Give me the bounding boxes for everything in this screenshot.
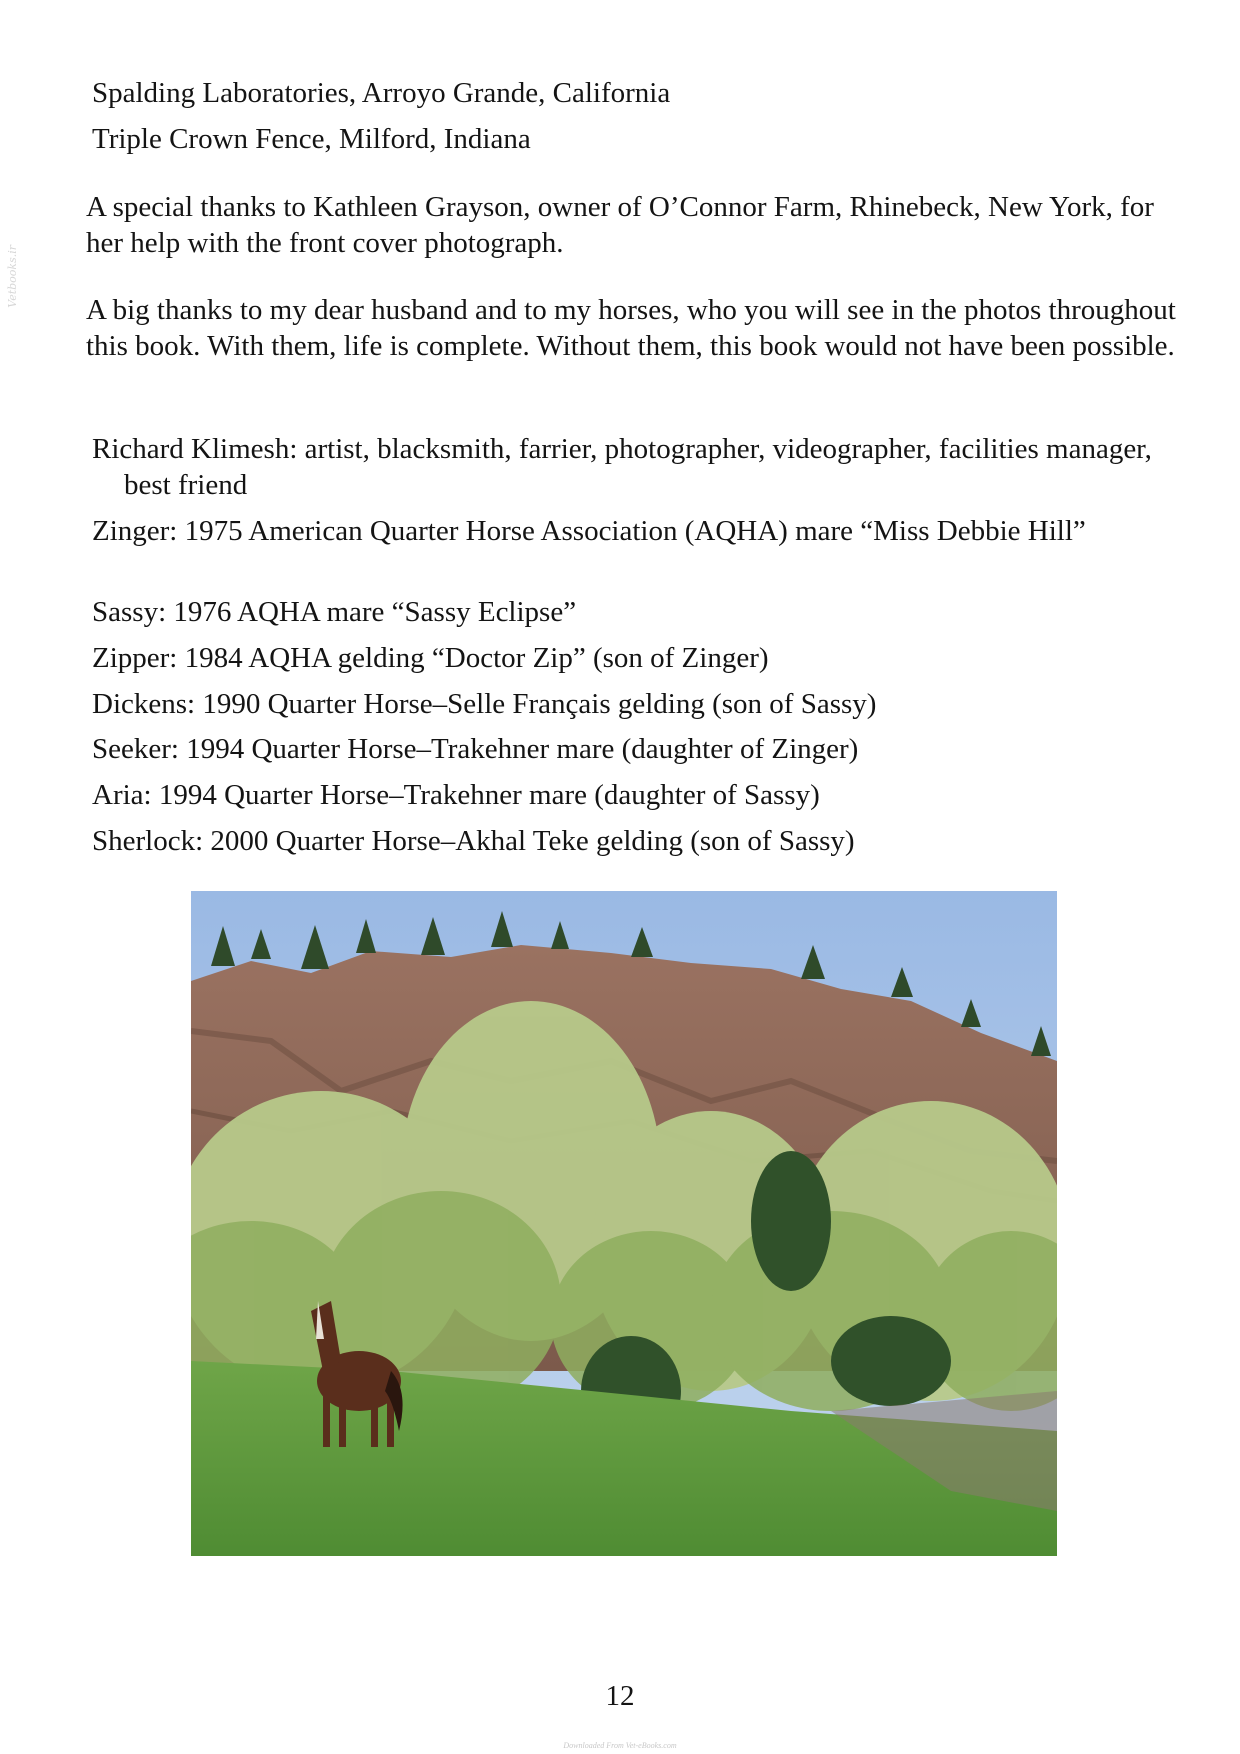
list-item: Zinger: 1975 American Quarter Horse Association (AQHA) mare “Miss Debbie Hill”	[92, 515, 1086, 547]
page-number: 12	[605, 1680, 635, 1712]
list-item: Sassy: 1976 AQHA mare “Sassy Eclipse”	[92, 596, 577, 628]
list-item: Aria: 1994 Quarter Horse–Trakehner mare (daughter of Sassy)	[92, 779, 820, 811]
list-item: Seeker: 1994 Quarter Horse–Trakehner mare (daughter of Zinger)	[92, 733, 859, 765]
thanks-paragraph: A big thanks to my dear husband and to my horses, who you will see in the photos throughout this book. With them, life is complete. Without them, this book would not have been possible.	[86, 294, 1176, 362]
thanks-paragraph: A special thanks to Kathleen Grayson, owner of O’Connor Farm, Rhinebeck, New York, for her help with the front cover photograph.	[86, 191, 1154, 259]
credit-line: Triple Crown Fence, Milford, Indiana	[92, 123, 531, 155]
side-watermark: Vetbooks.ir	[6, 245, 19, 308]
list-item: Zipper: 1984 AQHA gelding “Doctor Zip” (son of Zinger)	[92, 642, 769, 674]
credit-line: Spalding Laboratories, Arroyo Grande, California	[92, 77, 671, 109]
horse-photo	[191, 891, 1057, 1556]
list-item: Richard Klimesh: artist, blacksmith, farrier, photographer, videographer, facilities manager, best friend	[92, 433, 1152, 501]
list-item: Dickens: 1990 Quarter Horse–Selle Français gelding (son of Sassy)	[92, 688, 877, 720]
footer-watermark: Downloaded From Vet-eBooks.com	[563, 1741, 677, 1750]
list-item: Sherlock: 2000 Quarter Horse–Akhal Teke gelding (son of Sassy)	[92, 825, 855, 857]
